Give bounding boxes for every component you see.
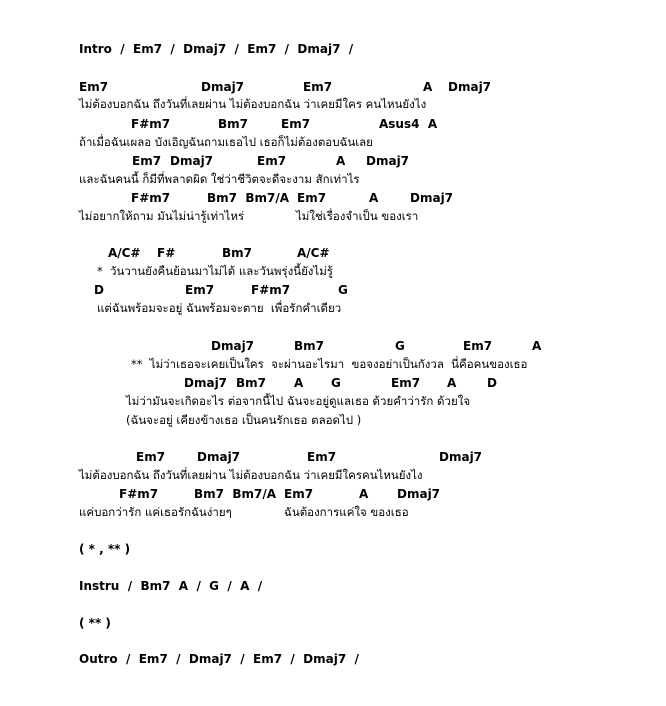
chord: Dmaj7 bbox=[366, 154, 410, 168]
chord: Asus4 A bbox=[379, 117, 438, 131]
lyric-line: ไม่ว่ามันจะเกิดอะไร ต่อจากนี้ไป ฉันจะอยู่ดูแลเธอ ด้วยคำว่ารัก ด้วยใจ bbox=[126, 394, 471, 408]
chord: G bbox=[338, 283, 348, 297]
chord: Em7 bbox=[303, 80, 333, 94]
chord: F#m7 bbox=[119, 487, 159, 501]
chord: G bbox=[395, 339, 405, 353]
chord: F#m7 bbox=[251, 283, 291, 297]
chord: Em7 bbox=[463, 339, 493, 353]
chord: D bbox=[487, 376, 497, 390]
chord: A bbox=[369, 191, 379, 205]
outro-line: Outro / Em7 / Dmaj7 / Em7 / Dmaj7 / bbox=[79, 652, 359, 666]
chord: Em7 bbox=[391, 376, 421, 390]
chord: Dmaj7 bbox=[410, 191, 454, 205]
chord: A bbox=[423, 80, 433, 94]
lyric-line: ** ไม่ว่าเธอจะเคยเป็นใคร จะผ่านอะไรมา ขอจงอย่าเป็นกังวล นี่คือคนของเธอ bbox=[131, 357, 528, 371]
chord: Em7 bbox=[185, 283, 215, 297]
chord: Em7 bbox=[284, 487, 314, 501]
lyric-line: (ฉันจะอยู่ เคียงข้างเธอ เป็นคนรักเธอ ตลอดไป ) bbox=[126, 413, 362, 427]
lyric-line: ไม่อยากให้ถาม มันไม่น่ารู้เท่าไหร่ bbox=[79, 209, 245, 223]
chord: G bbox=[331, 376, 341, 390]
lyric-line: ไม่ต้องบอกฉัน ถึงวันที่เลยผ่าน ไม่ต้องบอกฉัน ว่าเคยมีใคร คนไหนยังไง bbox=[79, 97, 427, 111]
chord: A/C# bbox=[108, 246, 141, 260]
chord: Em7 bbox=[79, 80, 109, 94]
chord: Dmaj7 bbox=[201, 80, 245, 94]
repeat-line: ( * , ** ) bbox=[79, 542, 131, 556]
lyric-line: * วันวานยังคืนย้อนมาไม่ได้ และวันพรุ่งนี้ยังไม่รู้ bbox=[97, 264, 333, 278]
lyric-line: ไม่ต้องบอกฉัน ถึงวันที่เลยผ่าน ไม่ต้องบอกฉัน ว่าเคยมีใครคนไหนยังไง bbox=[79, 468, 423, 482]
chord: A bbox=[447, 376, 457, 390]
chord: A bbox=[336, 154, 346, 168]
intro-line: Intro / Em7 / Dmaj7 / Em7 / Dmaj7 / bbox=[79, 42, 354, 56]
lyric-line: ไม่ใช่เรื่องจำเป็น ของเรา bbox=[296, 209, 419, 223]
chord: Bm7 bbox=[294, 339, 324, 353]
chord: Bm7 bbox=[222, 246, 252, 260]
chord: A bbox=[359, 487, 369, 501]
chord: F# bbox=[157, 246, 176, 260]
chord: Em7 bbox=[136, 450, 166, 464]
chord: Bm7 bbox=[236, 376, 266, 390]
chord: Dmaj7 bbox=[439, 450, 483, 464]
chord: F#m7 bbox=[131, 191, 171, 205]
chord: A/C# bbox=[297, 246, 330, 260]
chord: Em7 bbox=[281, 117, 311, 131]
lyric-line: ฉันต้องการแค่ใจ ของเธอ bbox=[284, 505, 409, 519]
chord: Dmaj7 bbox=[448, 80, 492, 94]
repeat-line: ( ** ) bbox=[79, 616, 111, 630]
chord: A bbox=[532, 339, 542, 353]
lyric-line: แค่บอกว่ารัก แค่เธอรักฉันง่ายๆ bbox=[79, 505, 232, 519]
chord: A bbox=[294, 376, 304, 390]
chord: Bm7 Bm7/A bbox=[207, 191, 290, 205]
chord: Dmaj7 bbox=[397, 487, 441, 501]
chord: Bm7 bbox=[218, 117, 248, 131]
chord: F#m7 bbox=[131, 117, 171, 131]
chord: Em7 bbox=[132, 154, 162, 168]
lyric-line: และฉันคนนี้ ก็มีที่พลาดผิด ใช่ว่าชีวิตจะดีจะงาม สักเท่าไร bbox=[79, 172, 360, 186]
chord: Dmaj7 bbox=[170, 154, 214, 168]
chord: Em7 bbox=[307, 450, 337, 464]
chord: Dmaj7 bbox=[197, 450, 241, 464]
lyric-line: ถ้าเมื่อฉันเผลอ บังเอิญฉันถามเธอไป เธอก็ไม่ต้องตอบฉันเลย bbox=[79, 135, 373, 149]
chord: Em7 bbox=[297, 191, 327, 205]
chord: Bm7 Bm7/A bbox=[194, 487, 277, 501]
instru-line: Instru / Bm7 A / G / A / bbox=[79, 579, 263, 593]
chord: Dmaj7 bbox=[211, 339, 255, 353]
chord: D bbox=[94, 283, 104, 297]
chord: Dmaj7 bbox=[184, 376, 228, 390]
chord: Em7 bbox=[257, 154, 287, 168]
lyric-line: แต่ฉันพร้อมจะอยู่ ฉันพร้อมจะตาย เพื่อรักคำเดียว bbox=[97, 301, 342, 315]
